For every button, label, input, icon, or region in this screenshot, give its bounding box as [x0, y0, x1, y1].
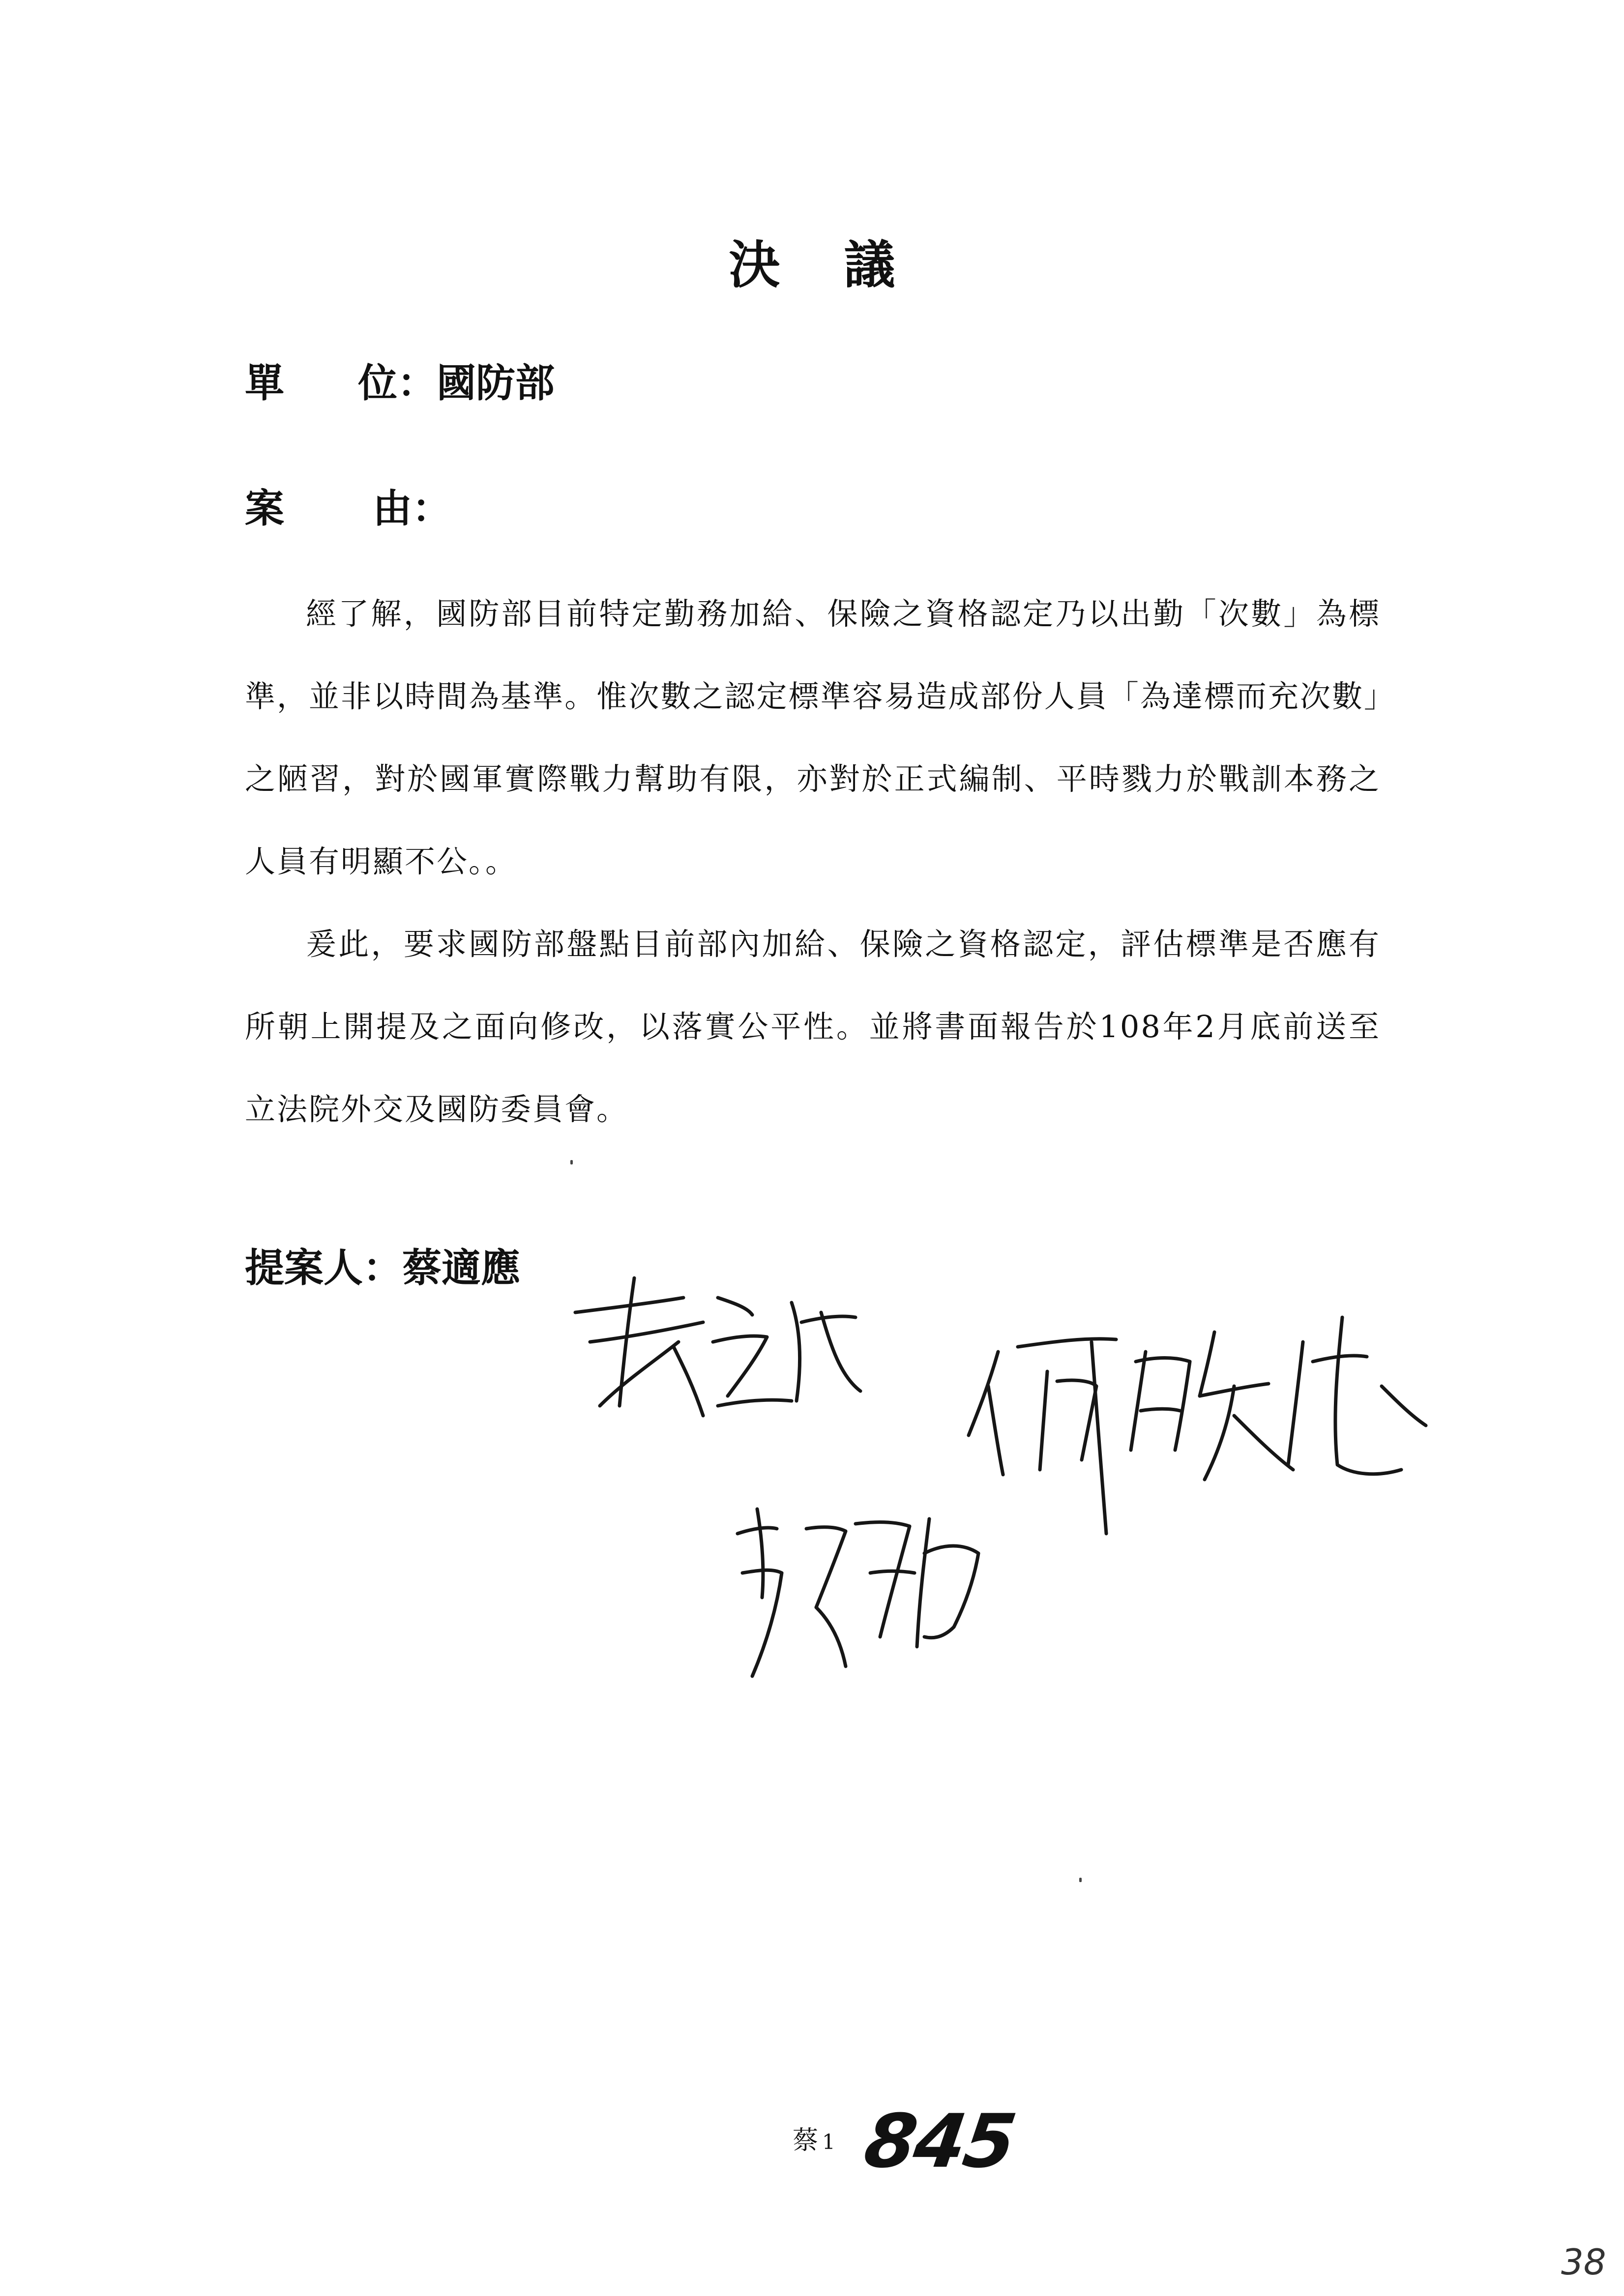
- unit-label-a: 單: [245, 360, 284, 406]
- signature-2: [959, 1288, 1431, 1543]
- case-label-b: 由：: [373, 485, 451, 531]
- unit-label-b: 位：: [358, 360, 437, 406]
- case-label-a: 案: [245, 485, 284, 531]
- handwritten-page-number: 845: [859, 2099, 1020, 2184]
- footer-name: 蔡: [793, 2126, 819, 2155]
- document-title: [0, 224, 1624, 297]
- scan-speck: [1079, 1878, 1082, 1882]
- page-footer-label: [793, 2120, 835, 2156]
- corner-page-mark: 38: [1561, 2241, 1606, 2283]
- title-char-2: 議: [844, 234, 895, 295]
- signature-3: [723, 1499, 998, 1686]
- paragraph-2: 爰此，要求國防部盤點目前部內加給、保險之資格認定，評估標準是否應有所朝上開提及之面向修改，以落實公平性。並將書面報告於108年2月底前送至立法院外交及國防委員會。: [245, 926, 1381, 1127]
- proposer-name: 蔡適應: [402, 1245, 520, 1291]
- proposer-label: 提案人：: [245, 1245, 402, 1291]
- signature-1: [556, 1268, 870, 1425]
- unit-value: 國防部: [437, 360, 555, 406]
- proposer-line: [245, 1236, 520, 1293]
- footer-index: 1: [822, 2130, 835, 2154]
- scan-speck: [570, 1160, 573, 1164]
- unit-field: [245, 351, 555, 408]
- paragraph-1: 經了解，國防部目前特定勤務加給、保險之資格認定乃以出勤「次數」為標準，並非以時間為基準。惟次數之認定標準容易造成部份人員「為達標而充次數」之陋習，對於國軍實際戰力幫助有限，亦對於正式編制、平時戮力於戰訓本務之人員有明顯不公。。: [245, 596, 1381, 879]
- title-char-1: 決: [729, 234, 780, 295]
- case-field: [245, 477, 451, 533]
